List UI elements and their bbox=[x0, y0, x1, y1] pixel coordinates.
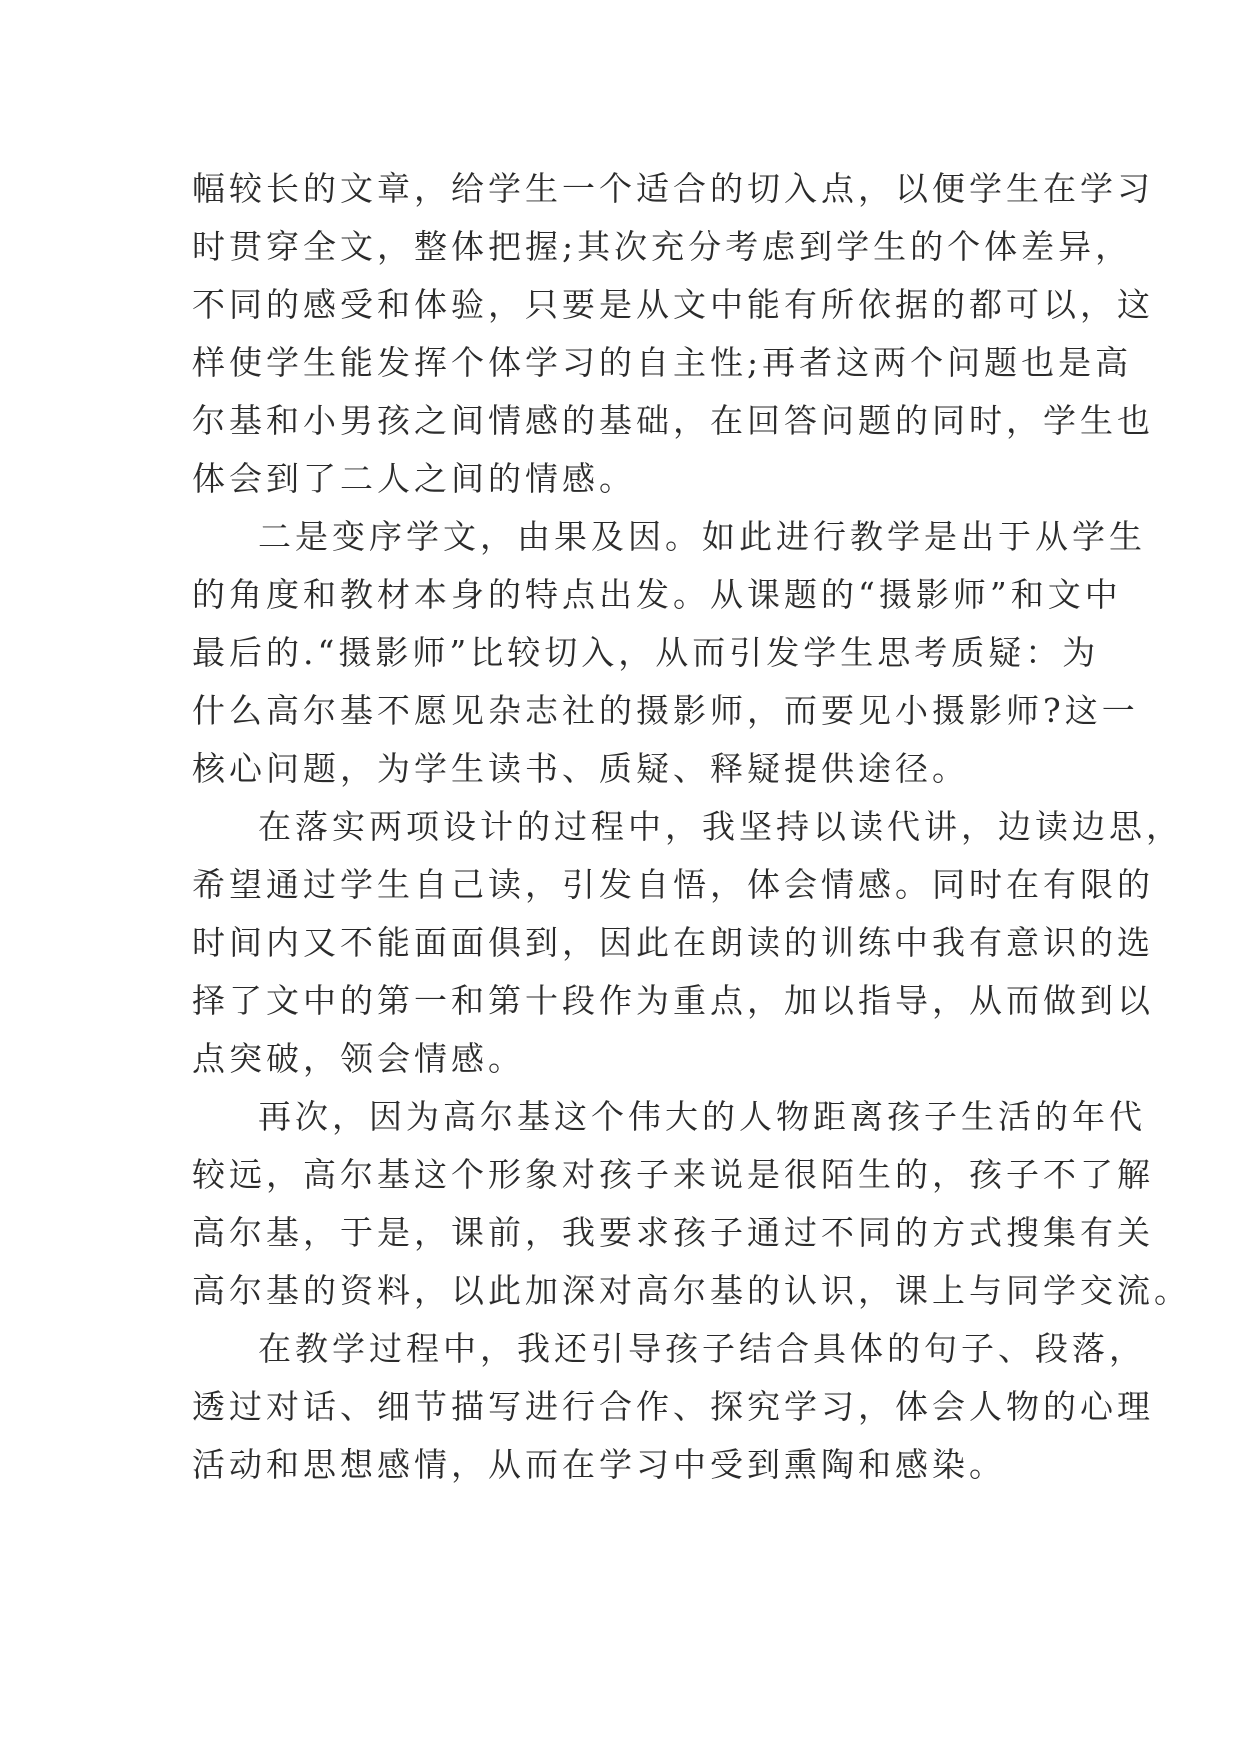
text-line: 点突破，领会情感。 bbox=[192, 1039, 525, 1078]
paragraph-start-line: 二是变序学文，由果及因。如此进行教学是出于从学生 bbox=[258, 517, 1146, 556]
body-text bbox=[192, 160, 1191, 1494]
text-line: 核心问题，为学生读书、质疑、释疑提供途径。 bbox=[192, 749, 969, 788]
paragraph-start-line: 在教学过程中，我还引导孩子结合具体的句子、段落， bbox=[258, 1329, 1146, 1368]
text-line: 什么高尔基不愿见杂志社的摄影师，而要见小摄影师?这一 bbox=[192, 691, 1139, 730]
text-line: 幅较长的文章，给学生一个适合的切入点，以便学生在学习 bbox=[192, 169, 1154, 208]
paragraph-start-line: 再次，因为高尔基这个伟大的人物距离孩子生活的年代 bbox=[258, 1097, 1146, 1136]
text-line: 活动和思想感情，从而在学习中受到熏陶和感染。 bbox=[192, 1445, 1006, 1484]
text-line: 择了文中的第一和第十段作为重点，加以指导，从而做到以 bbox=[192, 981, 1154, 1020]
text-line: 尔基和小男孩之间情感的基础，在回答问题的同时，学生也 bbox=[192, 401, 1154, 440]
text-line: 高尔基，于是，课前，我要求孩子通过不同的方式搜集有关 bbox=[192, 1213, 1154, 1252]
text-line: 时贯穿全文，整体把握;其次充分考虑到学生的个体差异， bbox=[192, 227, 1133, 266]
text-line: 的角度和教材本身的特点出发。从课题的“摄影师”和文中 bbox=[192, 575, 1122, 614]
text-line: 最后的.“摄影师”比较切入，从而引发学生思考质疑：为 bbox=[192, 633, 1100, 672]
text-line: 时间内又不能面面俱到，因此在朗读的训练中我有意识的选 bbox=[192, 923, 1154, 962]
text-line: 希望通过学生自己读，引发自悟，体会情感。同时在有限的 bbox=[192, 865, 1154, 904]
text-line: 体会到了二人之间的情感。 bbox=[192, 459, 636, 498]
text-line: 高尔基的资料，以此加深对高尔基的认识，课上与同学交流。 bbox=[192, 1271, 1191, 1310]
text-line: 透过对话、细节描写进行合作、探究学习，体会人物的心理 bbox=[192, 1387, 1154, 1426]
paragraph-start-line: 在落实两项设计的过程中，我坚持以读代讲，边读边思， bbox=[258, 807, 1183, 846]
text-line: 不同的感受和体验，只要是从文中能有所依据的都可以，这 bbox=[192, 285, 1154, 324]
text-line: 较远，高尔基这个形象对孩子来说是很陌生的，孩子不了解 bbox=[192, 1155, 1154, 1194]
text-line: 样使学生能发挥个体学习的自主性;再者这两个问题也是高 bbox=[192, 343, 1133, 382]
